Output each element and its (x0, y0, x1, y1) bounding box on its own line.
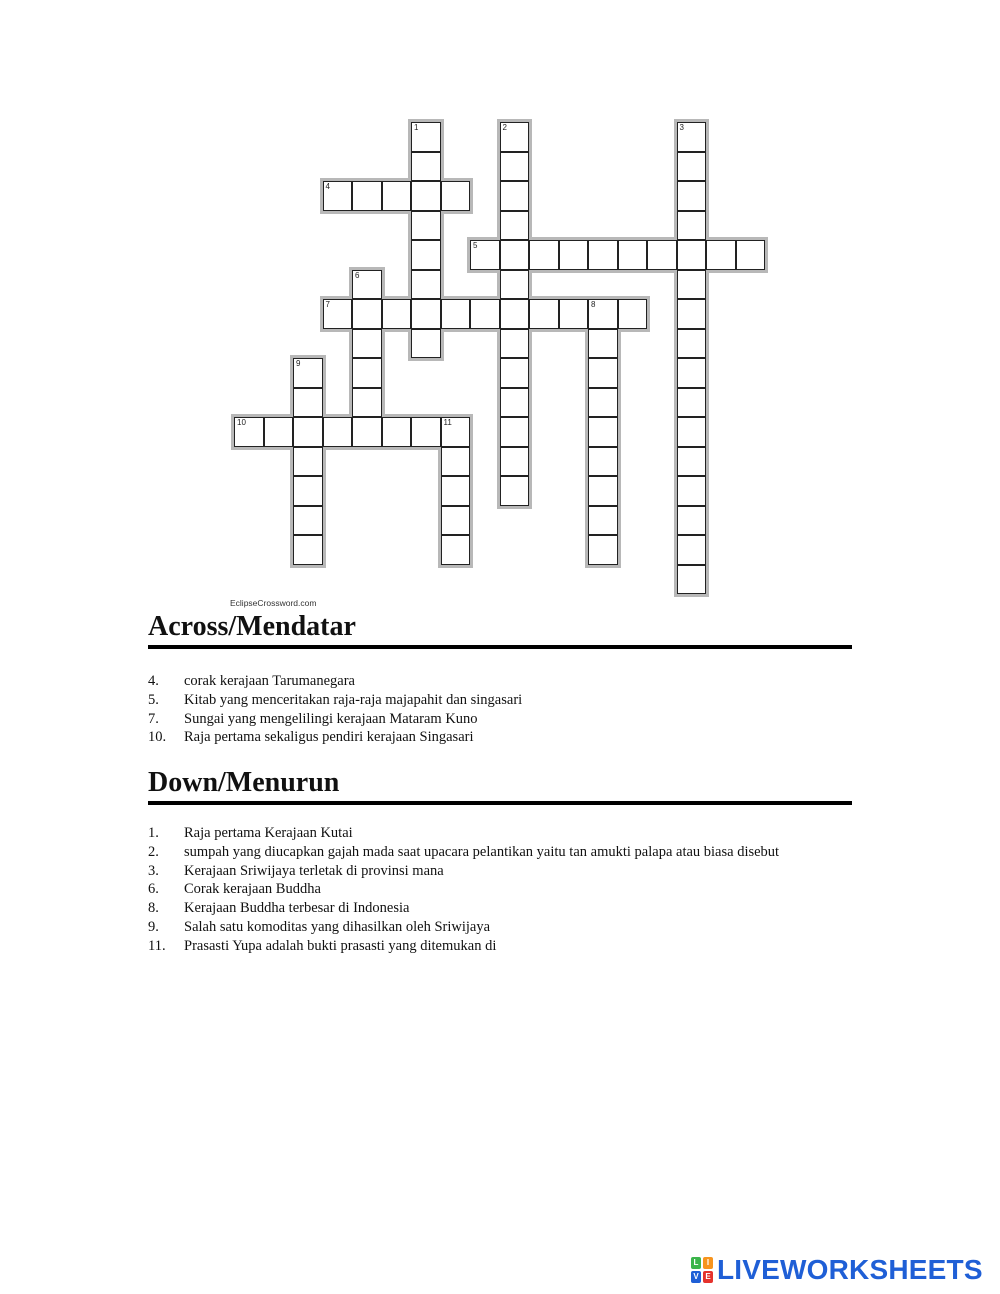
grid-cell-face (441, 181, 471, 211)
grid-cell-face (588, 506, 618, 536)
logo-mark-tile: V (691, 1271, 701, 1283)
clue-text: Corak kerajaan Buddha (184, 881, 321, 898)
grid-cell-face (736, 240, 766, 270)
clue-text: Raja pertama Kerajaan Kutai (184, 825, 353, 841)
grid-cell-face (677, 358, 707, 388)
clue-number-label: 5 (473, 241, 478, 250)
clue-number-label: 10 (237, 418, 246, 427)
grid-cell-face (588, 299, 618, 329)
clue-text: Kitab yang menceritakan raja-raja majapahit dan singasari (184, 691, 523, 708)
grid-cell-face (352, 358, 382, 388)
grid-cell-face (677, 329, 707, 359)
grid-cell-face (352, 417, 382, 447)
grid-cell-face (647, 240, 677, 270)
down-clue (148, 899, 854, 918)
grid-cell-face (500, 329, 530, 359)
grid-cell-face (382, 417, 412, 447)
grid-cell-face (293, 535, 323, 565)
clue-number-label: 2 (502, 123, 507, 132)
grid-cell-face (323, 181, 353, 211)
clue-number: 3. (148, 862, 159, 879)
grid-cell-face (618, 299, 648, 329)
down-heading: Down/Menurun (148, 767, 852, 805)
grid-cell-face (293, 417, 323, 447)
down-clue (148, 937, 854, 956)
down-clue (148, 843, 854, 862)
clue-number-label: 1 (414, 123, 419, 132)
clue-text: sumpah yang diucapkan gajah mada saat upacara pelantikan yaitu tan amukti palapa atau biasa disebut (184, 843, 780, 860)
clue-text: Prasasti Yupa adalah bukti prasasti yang ditemukan di (184, 937, 497, 954)
grid-cell-face (500, 476, 530, 506)
grid-cell-face (411, 270, 441, 300)
clue-text: Salah satu komoditas yang dihasilkan oleh Sriwijaya (184, 918, 491, 935)
grid-cell-face (588, 388, 618, 418)
clue-text: Sungai yang mengelilingi kerajaan Mataram Kuno (184, 710, 478, 727)
logo-icon (691, 1257, 713, 1283)
clue-number-label: 9 (296, 359, 301, 368)
grid-cell-face (677, 388, 707, 418)
grid-cell-face (588, 240, 618, 270)
grid-cell-face (588, 358, 618, 388)
clue-number: 6. (148, 881, 159, 898)
logo-text: LIVEWORKSHEETS (717, 1254, 983, 1285)
grid-cell-face (293, 506, 323, 536)
clue-number: 7. (148, 710, 159, 727)
liveworksheets-logo (691, 1252, 983, 1288)
grid-cell-face (500, 358, 530, 388)
down-clue (148, 918, 854, 937)
grid-cell-face (352, 299, 382, 329)
clue-text: Kerajaan Buddha terbesar di Indonesia (184, 900, 410, 917)
clue-number: 10. (148, 729, 167, 746)
logo-mark-tile: L (691, 1257, 701, 1269)
logo-mark-tile: E (703, 1271, 713, 1283)
grid-cell-face (500, 211, 530, 241)
grid-cell-face (677, 181, 707, 211)
grid-cell-face (618, 240, 648, 270)
grid-cell-face (352, 181, 382, 211)
grid-cell-face (441, 417, 471, 447)
grid-cell-face (441, 506, 471, 536)
credit-text: EclipseCrossword.com (230, 598, 317, 608)
grid-cell-face (411, 181, 441, 211)
clue-number-label: 6 (355, 270, 360, 280)
grid-cell-face (500, 388, 530, 418)
clue-number-label: 8 (591, 300, 596, 309)
down-clue (148, 824, 854, 843)
crossword-grid (0, 0, 1000, 600)
grid-cell-face (588, 329, 618, 359)
grid-cell-face (293, 388, 323, 418)
clue-number-label: 11 (443, 418, 452, 427)
grid-cell-face (677, 152, 707, 182)
clue-number: 4. (148, 673, 159, 689)
across-clue (148, 672, 854, 691)
grid-cell-face (323, 299, 353, 329)
across-clue (148, 691, 854, 710)
grid-cell-face (588, 447, 618, 477)
clue-number-label: 4 (325, 182, 330, 191)
grid-cell-face (500, 299, 530, 329)
clue-number: 2. (148, 843, 159, 860)
grid-cell-face (234, 417, 264, 447)
grid-cell-face (293, 447, 323, 477)
grid-cell-face (677, 565, 707, 595)
grid-cell-face (441, 535, 471, 565)
grid-cell-face (382, 299, 412, 329)
clue-text: Raja pertama sekaligus pendiri kerajaan Singasari (184, 729, 474, 746)
down-clue-list (148, 824, 854, 956)
grid-cell-face (352, 270, 382, 300)
grid-cell-face (441, 299, 471, 329)
grid-cell-face (588, 535, 618, 565)
clue-text: Kerajaan Sriwijaya terletak di provinsi mana (184, 862, 444, 879)
grid-cell-face (470, 299, 500, 329)
across-clue (148, 728, 854, 747)
grid-cell-face (264, 417, 294, 447)
grid-cell-face (677, 299, 707, 329)
grid-cell-face (706, 240, 736, 270)
grid-cell-face (677, 506, 707, 536)
grid-cell-face (529, 240, 559, 270)
grid-cell-face (411, 211, 441, 241)
grid-cell-face (677, 240, 707, 270)
across-clue-list (148, 672, 854, 747)
grid-cell-face (500, 240, 530, 270)
grid-cell-face (411, 240, 441, 270)
down-clue (148, 862, 854, 881)
grid-cell-face (559, 299, 589, 329)
grid-cell-face (500, 152, 530, 182)
across-clue (148, 710, 854, 729)
clue-number: 8. (148, 900, 159, 917)
grid-cell-face (411, 122, 441, 152)
grid-cell-face (411, 299, 441, 329)
logo-mark-tile: I (703, 1257, 713, 1269)
grid-cell-face (382, 181, 412, 211)
grid-cell-face (411, 152, 441, 182)
grid-cell-face (677, 447, 707, 477)
grid-cell-face (677, 122, 707, 152)
grid-cell-face (441, 476, 471, 506)
grid-cell-face (500, 181, 530, 211)
grid-cell-face (677, 417, 707, 447)
grid-cell-face (529, 299, 559, 329)
grid-cell-face (588, 476, 618, 506)
grid-cell-face (293, 358, 323, 388)
down-clue (148, 880, 854, 899)
grid-cell-face (352, 329, 382, 359)
grid-cell-face (500, 122, 530, 152)
across-heading: Across/Mendatar (148, 611, 852, 649)
grid-cell-face (500, 447, 530, 477)
grid-cell-face (677, 535, 707, 565)
clue-number-label: 7 (325, 300, 330, 309)
grid-cell-face (470, 240, 500, 270)
grid-cell-face (293, 476, 323, 506)
grid-cell-face (411, 417, 441, 447)
grid-cell-face (677, 270, 707, 300)
clue-number: 9. (148, 918, 159, 935)
grid-cell-face (352, 388, 382, 418)
grid-cell-face (500, 417, 530, 447)
grid-cell-face (441, 447, 471, 477)
grid-cell-face (500, 270, 530, 300)
grid-cell-face (677, 476, 707, 506)
clue-number-label: 3 (679, 123, 684, 132)
clue-number: 1. (148, 825, 159, 841)
grid-cell-face (411, 329, 441, 359)
grid-cell-face (588, 417, 618, 447)
grid-cell-face (677, 211, 707, 241)
clue-number: 5. (148, 691, 159, 708)
clue-text: corak kerajaan Tarumanegara (184, 673, 355, 689)
grid-cell-face (559, 240, 589, 270)
clue-number: 11. (148, 937, 166, 954)
grid-cell-face (323, 417, 353, 447)
